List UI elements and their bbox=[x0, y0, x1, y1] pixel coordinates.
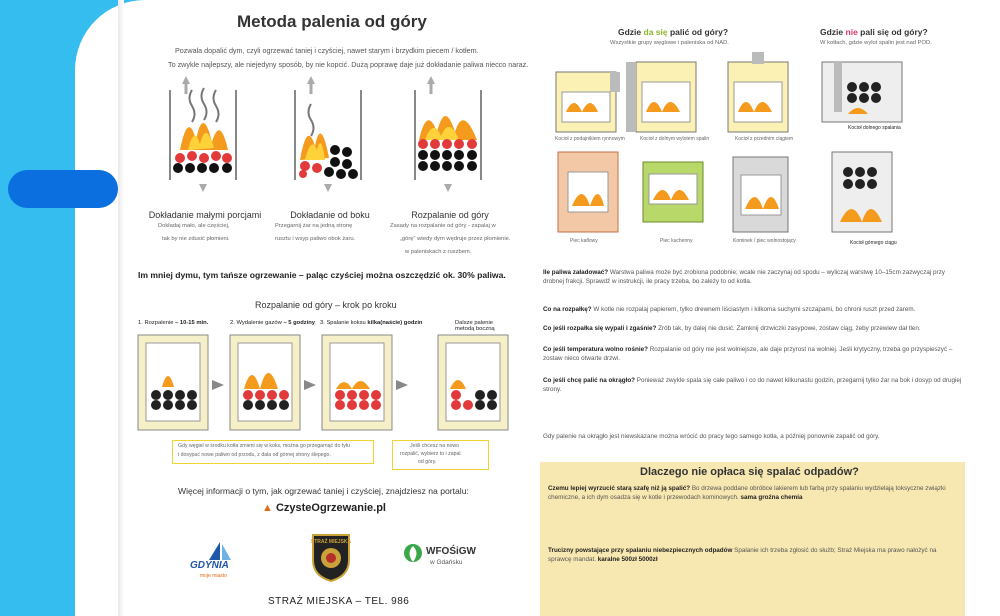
faq-5: Co jeśli chcę palić na okrągło? Ponieważ zwykle spala się całe paliwo i co do nawet kilkunastu godzin, przegarnij tylko żar na bok i dosyp od drugiej strony. bbox=[543, 377, 962, 394]
wfos-leaf-icon bbox=[402, 543, 424, 567]
boiler-2-label: Kocioł z dolnym wylotem spalin bbox=[640, 136, 710, 142]
note-right-3: od góry. bbox=[418, 459, 437, 465]
method-2-title: Dokładanie od boku bbox=[290, 210, 370, 220]
step-3-label: 3. Spalanie koksu kilka(naście) godzin bbox=[320, 320, 423, 326]
blue-tab-handle[interactable] bbox=[8, 170, 118, 208]
flame-logo-icon: ▲ bbox=[262, 502, 273, 514]
step-1-label: 1. Rozpalenie – 10-15 min. bbox=[138, 320, 209, 326]
portal-text: Więcej informacji o tym, jak ogrzewać taniej i czyściej, znajdziesz na portalu: bbox=[178, 486, 469, 496]
right-top-sub: Wszystkie grupy węglowe i paleniska od NAD. bbox=[610, 40, 729, 46]
boiler-2 bbox=[626, 62, 696, 132]
method-2-container bbox=[295, 76, 361, 192]
boiler-4-label: Piec kaflowy bbox=[570, 238, 598, 244]
method-2-desc-2: rusztu i wsyp paliwo obok żaru. bbox=[275, 236, 356, 242]
boiler-1-label: Kocioł z podajnikiem rynnowym bbox=[555, 136, 625, 142]
boiler-4 bbox=[558, 152, 618, 232]
no-boiler-1-label: Kocioł dolnego spalania bbox=[848, 125, 901, 131]
method-3-desc-3: w paleniskach z ruszbem. bbox=[405, 249, 472, 255]
method-illustrations bbox=[170, 80, 480, 200]
seal-text: STRAŻ MIEJSKA bbox=[310, 539, 352, 545]
method-3-desc-2: „górę” wtedy dym wędruje przez płomienie. bbox=[400, 236, 511, 242]
faq-3: Co jeśli rozpałka się wypali i zgaśnie? Zrób tak, by dalej nie dusić. Zamknij drzwiczki zasypowe, zostaw ciąg, żeby przewiew dał tlen. bbox=[543, 325, 921, 332]
boiler-6-label: Kominek / piec wolnostojący bbox=[733, 238, 796, 244]
intro-line-1: Pozwala dopalić dym, czyli ogrzewać taniej i czyściej, nawet starym i brzydkim piecem / kotłem. bbox=[175, 46, 479, 55]
step-4-boiler bbox=[438, 335, 508, 430]
footer-phone: STRAŻ MIEJSKA – TEL. 986 bbox=[268, 596, 410, 607]
note-left-2: i dosypać nowe paliwo od przodu, z dala od górnej strony ślepego. bbox=[178, 452, 331, 458]
boiler-3-label: Kocioł z przednim ciągiem bbox=[735, 136, 794, 142]
method-1-desc-2: tak by nie zdusić płomieni. bbox=[162, 236, 230, 242]
right-top-title: Gdzie da się palić od góry? bbox=[618, 27, 729, 37]
gdynia-tagline: moje miasto bbox=[200, 573, 227, 579]
savings-line: Im mniej dymu, tym tańsze ogrzewanie – paląc czyściej można oszczędzić ok. 30% paliwa. bbox=[138, 270, 506, 280]
step-1-boiler bbox=[138, 335, 208, 430]
gdynia-logo: GDYNIA bbox=[190, 560, 229, 571]
boiler-5 bbox=[643, 162, 703, 222]
boiler-6 bbox=[733, 157, 788, 232]
faq-extra: Gdy palenie na okrągło jest niewskazane można wrócić do pracy tego samego kotła, a później ponownie zapalić od góry. bbox=[543, 433, 880, 440]
method-3-desc-1: Zasady na rozpalanie od góry - zapalaj w bbox=[390, 223, 496, 229]
portal-link[interactable]: ▲ CzysteOgrzewanie.pl bbox=[262, 502, 386, 514]
step-illustrations bbox=[138, 335, 518, 435]
right-no-sub: W kotłach, gdzie wylot spalin jest nad POD. bbox=[820, 40, 932, 46]
waste-para-2: Trucizny powstające przy spalaniu niebezpiecznych odpadów Spalanie ich trzeba zgłosić do służb; Straż Miejska ma prawo nałożyć na sprawcę mandat. karalne 500zł 5000zł bbox=[548, 547, 937, 564]
left-title: Metoda palenia od góry bbox=[237, 12, 427, 31]
step-3-boiler bbox=[322, 335, 392, 430]
no-boiler-2 bbox=[832, 152, 892, 232]
gdynia-sail-icon bbox=[205, 540, 235, 562]
no-boiler-grid bbox=[812, 52, 922, 242]
waste-para-1: Czemu lepiej wyrzucić starą szafę niż ją spalić? Bo drzewa poddane obróbce lakierem lub farbą przy spalaniu wydzielają toksyczne związki chemiczne, a ich dym osadza się w kotle i przewodach kominowych. sama groźna chemia bbox=[548, 485, 946, 502]
boiler-3 bbox=[728, 52, 788, 132]
step-2-label: 2. Wydalenie gazów – 5 godziny bbox=[230, 320, 316, 326]
method-3-title: Rozpalanie od góry bbox=[411, 210, 489, 220]
steps-title: Rozpalanie od góry – krok po kroku bbox=[255, 300, 397, 310]
method-1-container bbox=[170, 76, 236, 192]
city-guard-seal bbox=[310, 532, 352, 582]
faq-2: Co na rozpałkę? W kotle nie rozpalaj papierem, tylko drewnem liściastym i kilkoma suchymi szczapami, bo chroni ruszt przed żarem. bbox=[543, 306, 916, 313]
boiler-1 bbox=[556, 72, 620, 132]
method-1-title: Dokładanie małymi porcjami bbox=[148, 210, 262, 220]
step-4-label: Dalsze palenie metodą boczną bbox=[455, 320, 495, 332]
method-3-container bbox=[415, 76, 481, 192]
waste-title: Dlaczego nie opłaca się spalać odpadów? bbox=[640, 466, 859, 478]
no-boiler-1 bbox=[822, 62, 902, 122]
page-fold bbox=[118, 0, 124, 616]
method-2-desc-1: Przegarnij żar na jedną stronę bbox=[275, 223, 353, 229]
method-1-desc-1: Dokładaj mało, ale częściej, bbox=[158, 223, 230, 229]
right-no-title: Gdzie nie pali się od góry? bbox=[820, 27, 928, 37]
no-boiler-2-label: Kocioł górnego ciągu bbox=[850, 240, 897, 246]
note-right-1: Jeśli chcesz na nowo bbox=[410, 443, 460, 449]
faq-1: Ile paliwa załadować? Warstwa paliwa może być zrobiona podobnie; wcale nie zaczynaj od spodu – wyliczaj warstwę 10–15cm zazwyczaj przy drobnej frakcji. Sprawdź w instrukcji, ile pracy trzeba, bo zależy to od kotła. bbox=[543, 269, 945, 286]
wfos-sub: w Gdańsku bbox=[430, 559, 463, 566]
note-left-1: Gdy węgiel w środku kotła zmieni się w koks, można go przegarnąć do tyłu bbox=[178, 443, 350, 449]
boiler-grid bbox=[548, 52, 798, 252]
wfos-logo: WFOŚiGW bbox=[426, 546, 476, 557]
step-2-boiler bbox=[230, 335, 300, 430]
boiler-5-label: Piec kuchenny bbox=[660, 238, 693, 244]
note-right-2: rozpalić, wybierz to i zapal bbox=[400, 451, 461, 457]
faq-4: Co jeśli temperatura wolno rośnie? Rozpalanie od góry nie jest wolniejsze, ale daje przyrost na wolniej. Jeśli krytyczny, trzeba go przyspieszyć – zostaw nieco otwarte drzwi. bbox=[543, 346, 953, 363]
intro-line-2: To zwykle najlepszy, ale niejedyny sposób, by nie kopcić. Dużą poprawę daje już dokładanie paliwa niecco naraz. bbox=[168, 60, 529, 69]
